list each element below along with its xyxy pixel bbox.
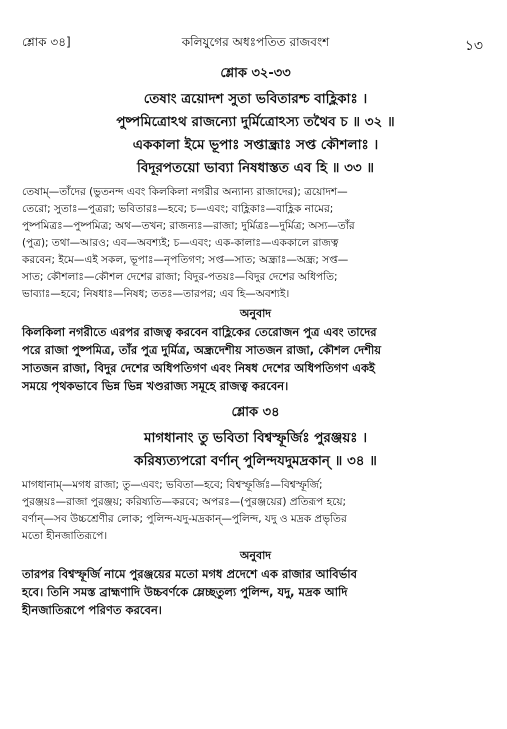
verse-line: পুষ্পমিত্রোঽথ রাজন্যো দুর্মিত্রোঽস্য তথৈব চ ॥ ৩২ ॥ — [116, 114, 395, 130]
synonyms-line: মতো হীনজাতিরূপে। — [22, 530, 108, 542]
translation-line: কিলকিলা নগরীতে এরপর রাজত্ব করবেন বাহ্লিকের তেরোজন পুত্র এবং তাদের — [22, 325, 377, 339]
sanskrit-verse — [22, 88, 489, 180]
chapter-title: কলিযুগের অধঃপতিত রাজবংশ — [181, 35, 330, 49]
page-number: ১৩ — [464, 38, 483, 54]
synonyms-line: মাগধানাম্—মগধ রাজা; তু—এবং; ভবিতা—হবে; বিশ্বস্ফূর্জিঃ—বিশ্বস্ফূর্জি; — [22, 479, 323, 491]
verse-line: বিদূরপতয়ো ভাব্যা নিষধাস্তত এব হি ॥ ৩৩ ॥ — [137, 160, 374, 176]
synonyms-line: পুষ্পমিত্রঃ—পুষ্পমিত্র; অথ—তখন; রাজন্যঃ—রাজা; দুর্মিত্রঃ—দুর্মিত্র; অস্য—তাঁর — [22, 220, 355, 232]
translation-heading: অনুবাদ — [239, 549, 272, 562]
translation-line: পরে রাজা পুষ্পমিত্র, তাঁর পুত্র দুর্মিত্র, অন্ধ্রদেশীয় সাতজন রাজা, কৌশল দেশীয় — [22, 343, 382, 357]
header-verse-ref: শ্লোক ৩৪] — [22, 35, 71, 49]
synonyms-line: (পুত্র); তথা—আরও; এব—অবশ্যই; চ—এবং; এক-কালাঃ—এককালে রাজত্ব — [22, 237, 339, 249]
synonyms-line: বর্ণান্—সব উচ্চশ্রেণীর লোক; পুলিন্দ-যদু-মদ্রকান্—পুলিন্দ, যদু ও মদ্রক প্রভৃতির — [22, 513, 347, 525]
translation-line: হবে। তিনি সমস্ত ব্রাহ্মণাদি উচ্চবর্ণকে ম্লেচ্ছতুল্য পুলিন্দ, যদু, মদ্রক আদি — [22, 585, 348, 599]
page-content — [22, 64, 489, 619]
translation-heading: অনুবাদ — [239, 307, 272, 320]
verse-line: করিষ্যত্যপরো বর্ণান্ পুলিন্দযদুমদ্রকান্ ॥ ৩৪ ॥ — [134, 453, 377, 469]
page-header — [22, 34, 489, 52]
translation-paragraph — [22, 323, 489, 395]
verse-line: তেষাং ত্রয়োদশ সুতা ভবিতারশ্চ বাহ্লিকাঃ । — [143, 91, 368, 107]
verse-line: এককালা ইমে ভূপাঃ সপ্তান্ধ্রাঃ সপ্ত কৌশলাঃ । — [132, 137, 379, 153]
synonyms-line: পুরঞ্জয়ঃ—রাজা পুরঞ্জয়; করিষ্যতি—করবে; অপরঃ—(পুরঞ্জয়ের) প্রতিরূপ হয়ে; — [22, 496, 347, 508]
verse-line: মাগধানাং তু ভবিতা বিশ্বস্ফূর্জিঃ পুরঞ্জয়ঃ । — [143, 430, 368, 446]
sanskrit-verse — [22, 427, 489, 473]
translation-paragraph — [22, 565, 489, 619]
synonyms-paragraph — [22, 184, 489, 303]
synonyms-line: তেরো; সুতাঃ—পুত্ররা; ভবিতারঃ—হবে; চ—এবং; বাহ্লিকাঃ—বাহ্লিক নামের; — [22, 203, 334, 215]
synonyms-line: সাত; কৌশলাঃ—কৌশল দেশের রাজা; বিদুর-পতয়ঃ—বিদুর দেশের অধিপতি; — [22, 271, 338, 283]
synonyms-line: তেষাম্—তাঁদের (ভুতনন্দ এবং কিলকিলা নগরীর অন্যান্য রাজাদের); ত্রয়োদশ— — [22, 186, 348, 198]
synonyms-paragraph — [22, 477, 489, 545]
synonyms-line: ভাব্যাঃ—হবে; নিষধাঃ—নিষধ; ততঃ—তারপর; এব হি—অবশ্যই। — [22, 288, 290, 300]
translation-line: হীনজাতিরূপে পরিণত করবেন। — [22, 603, 162, 617]
translation-line: সময়ে পৃথকভাবে ভিন্ন ভিন্ন খণ্ডরাজ্য সমূহে রাজত্ব করবেন। — [22, 379, 289, 393]
translation-line: তারপর বিশ্বস্ফূর্জি নামে পুরঞ্জয়ের মতো মগধ প্রদেশে এক রাজার আবির্ভাব — [22, 567, 358, 581]
translation-line: সাতজন রাজা, বিদুর দেশের অধিপতিগণ এবং নিষধ দেশের অধিপতিগণ একই — [22, 361, 376, 375]
verse-heading: শ্লোক ৩২-৩৩ — [220, 66, 291, 81]
synonyms-line: করবেন; ইমে—এই সকল, ভূপাঃ—নৃপতিগণ; সপ্ত—সাত; অন্ধ্রাঃ—অন্ধ্র; সপ্ত— — [22, 254, 349, 266]
verse-heading: শ্লোক ৩৪ — [231, 405, 280, 420]
